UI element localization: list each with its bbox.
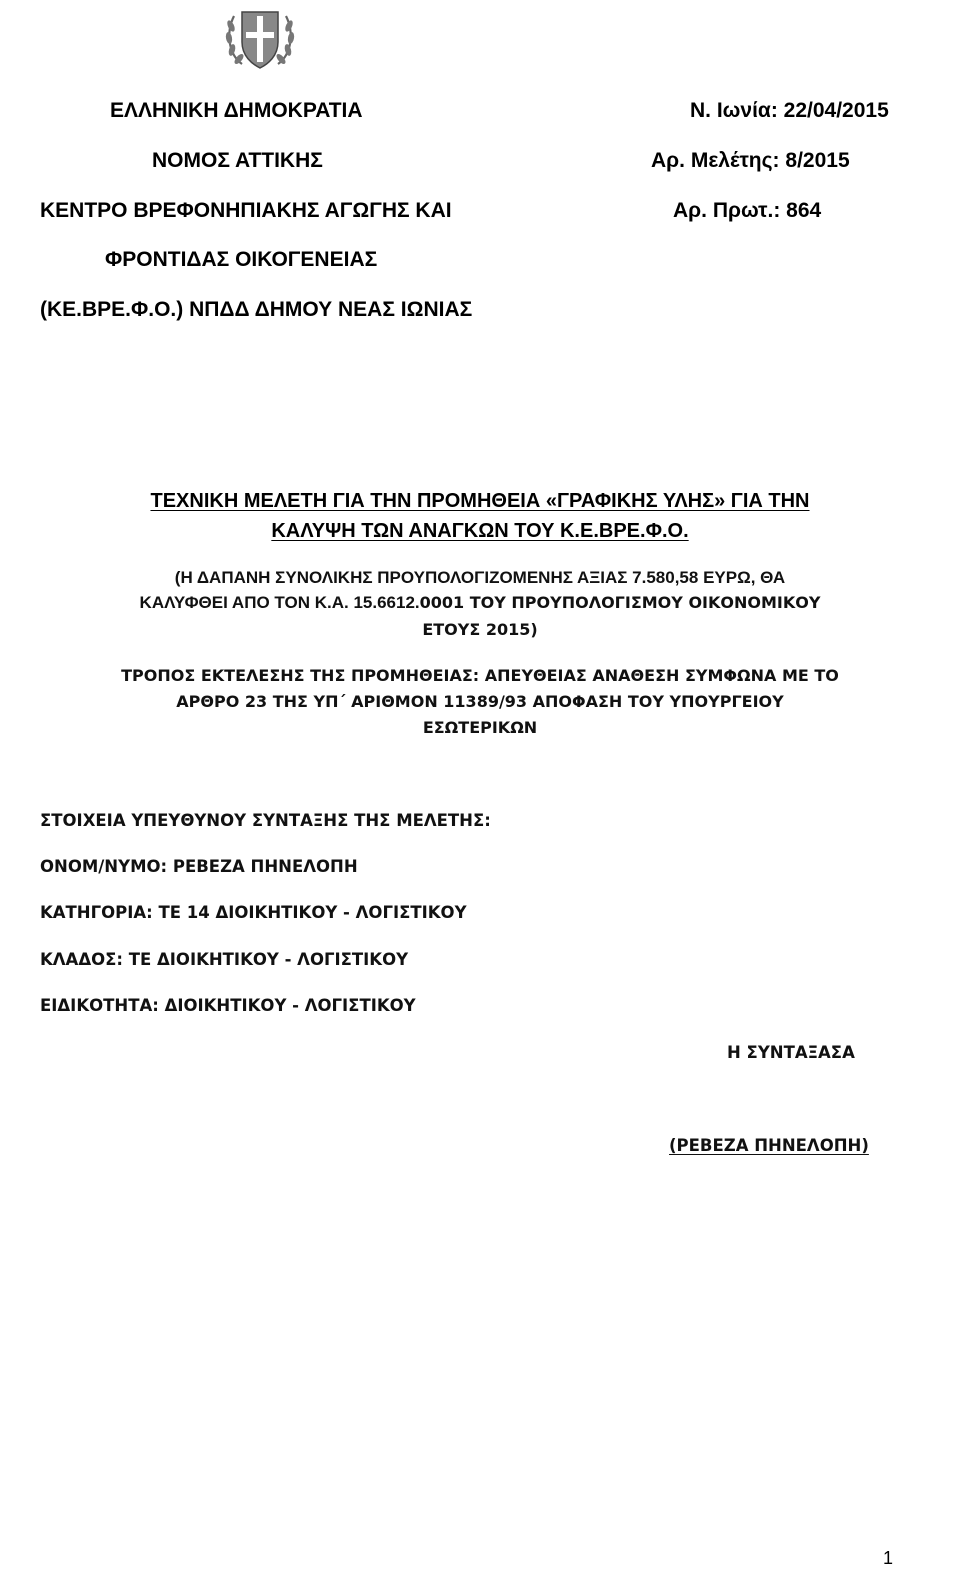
author-name: ΟΝΟΜ/ΝΥΜΟ: ΡΕΒΕΖΑ ΠΗΝΕΛΟΠΗ <box>40 857 358 876</box>
signature-name: (ΡΕΒΕΖΑ ΠΗΝΕΛΟΠΗ) <box>669 1136 869 1155</box>
page-number: 1 <box>883 1548 894 1568</box>
procedure-line3: ΕΣΩΤΕΡΙΚΩΝ <box>422 718 538 737</box>
expense-line2-part2: 0001 ΤΟΥ ΠΡΟΥΠΟΛΟΓΙΣΜΟΥ ΟΙΚΟΝΟΜΙΚΟΥ <box>419 593 821 612</box>
prefecture-name: ΝΟΜΟΣ ΑΤΤΙΚΗΣ <box>152 149 323 172</box>
study-title-line1: ΤΕΧΝΙΚΗ ΜΕΛΕΤΗ ΓΙΑ ΤΗΝ ΠΡΟΜΗΘΕΙΑ «ΓΡΑΦΙΚΗΣ ΥΛΗΣ» ΓΙΑ ΤΗΝ <box>150 490 810 512</box>
author-heading: ΣΤΟΙΧΕΙΑ ΥΠΕΥΘΥΝΟΥ ΣΥΝΤΑΞΗΣ ΤΗΣ ΜΕΛΕΤΗΣ: <box>40 811 491 830</box>
country-name: ΕΛΛΗΝΙΚΗ ΔΗΜΟΚΡΑΤΙΑ <box>110 99 363 122</box>
signature-role: Η ΣΥΝΤΑΞΑΣΑ <box>727 1043 855 1062</box>
procedure-line1: ΤΡΟΠΟΣ ΕΚΤΕΛΕΣΗΣ ΤΗΣ ΠΡΟΜΗΘΕΙΑΣ: ΑΠΕΥΘΕΙΑΣ ΑΝΑΘΕΣΗ ΣΥΜΦΩΝΑ ΜΕ ΤΟ <box>121 666 839 685</box>
coat-of-arms-icon <box>222 2 298 76</box>
procedure-line2: ΑΡΘΡΟ 23 ΤΗΣ ΥΠ΄ ΑΡΙΘΜΟΝ 11389/93 ΑΠΟΦΑΣΗ ΤΟΥ ΥΠΟΥΡΓΕΙΟΥ <box>176 692 784 711</box>
organization-name-line2: ΦΡΟΝΤΙΔΑΣ ΟΙΚΟΓΕΝΕΙΑΣ <box>105 248 378 271</box>
author-specialty: ΕΙΔΙΚΟΤΗΤΑ: ΔΙΟΙΚΗΤΙΚΟΥ - ΛΟΓΙΣΤΙΚΟΥ <box>40 996 416 1015</box>
protocol-number: Αρ. Πρωτ.: 864 <box>673 199 822 222</box>
author-category: ΚΑΤΗΓΟΡΙΑ: ΤΕ 14 ΔΙΟΙΚΗΤΙΚΟΥ - ΛΟΓΙΣΤΙΚΟΥ <box>40 903 467 922</box>
expense-line2 <box>0 593 960 613</box>
organization-abbreviation: (ΚΕ.ΒΡΕ.Φ.Ο.) ΝΠΔΔ ΔΗΜΟΥ ΝΕΑΣ ΙΩΝΙΑΣ <box>40 298 473 321</box>
study-title-line2: ΚΑΛΥΨΗ ΤΩΝ ΑΝΑΓΚΩΝ ΤΟΥ Κ.Ε.ΒΡΕ.Φ.Ο. <box>271 520 689 542</box>
expense-line1: (Η ΔΑΠΑΝΗ ΣΥΝΟΛΙΚΗΣ ΠΡΟΥΠΟΛΟΓΙΖΟΜΕΝΗΣ ΑΞΙΑΣ 7.580,58 ΕΥΡΩ, ΘΑ <box>174 568 786 587</box>
author-branch: ΚΛΑΔΟΣ: ΤΕ ΔΙΟΙΚΗΤΙΚΟΥ - ΛΟΓΙΣΤΙΚΟΥ <box>40 950 409 969</box>
expense-line3: ΕΤΟΥΣ 2015) <box>422 620 538 639</box>
study-number: Αρ. Μελέτης: 8/2015 <box>651 149 850 172</box>
organization-name-line1: ΚΕΝΤΡΟ ΒΡΕΦΟΝΗΠΙΑΚΗΣ ΑΓΩΓΗΣ ΚΑΙ <box>40 199 452 222</box>
document-date: Ν. Ιωνία: 22/04/2015 <box>690 99 889 122</box>
expense-line2-part1: ΚΑΛΥΦΘΕΙ ΑΠΟ ΤΟΝ Κ.Α. 15.6612. <box>139 593 420 612</box>
